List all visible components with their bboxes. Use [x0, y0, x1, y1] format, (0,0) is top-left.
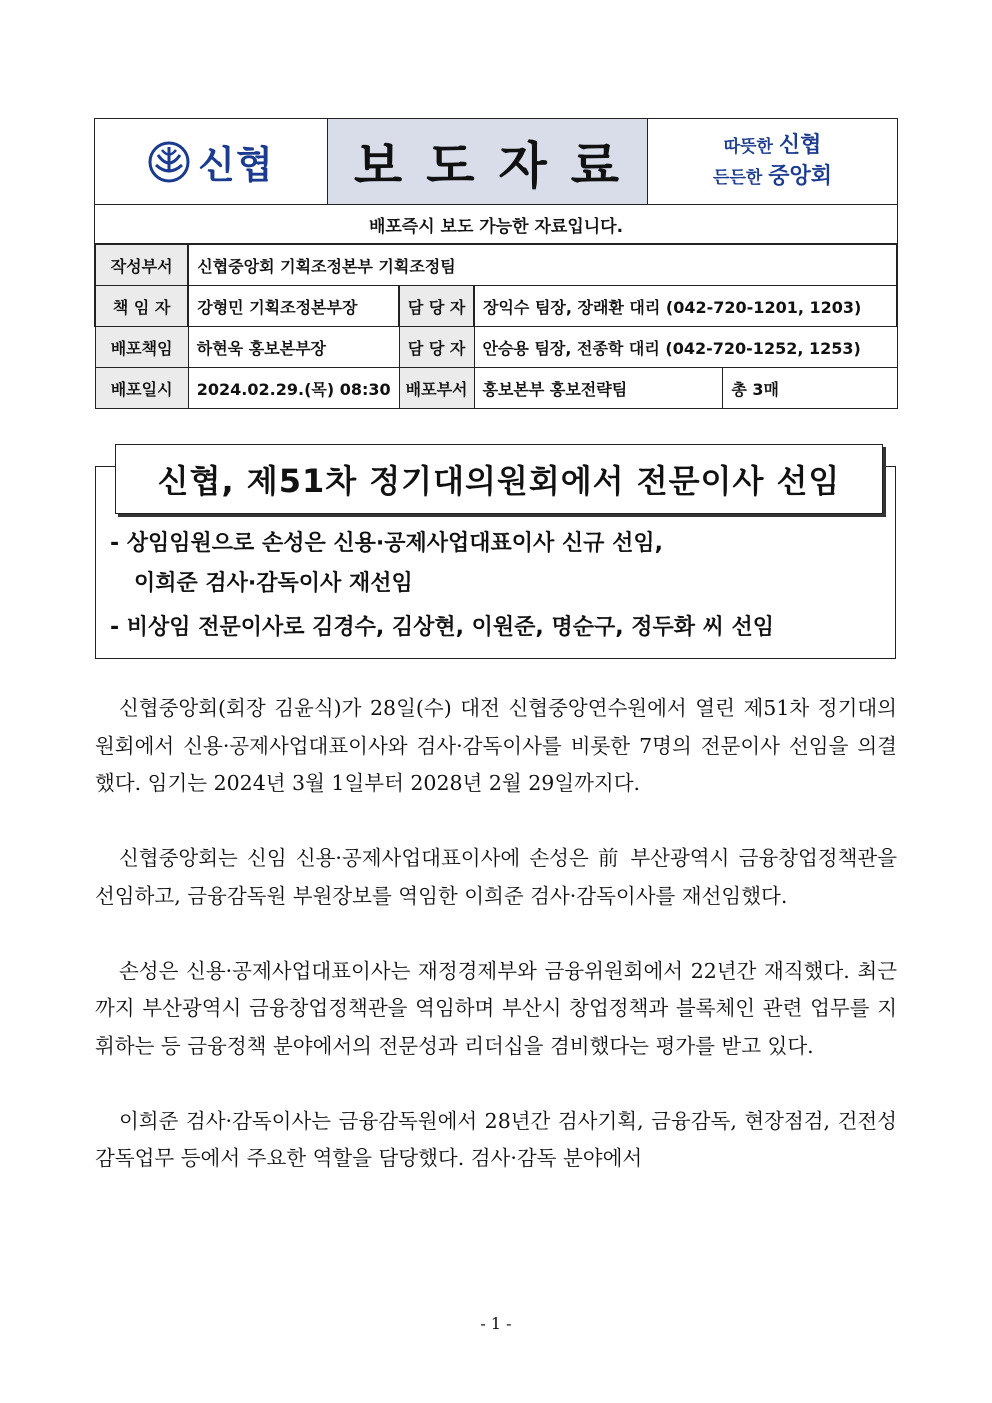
release-notice: 배포즉시 보도 가능한 자료입니다. — [94, 204, 898, 244]
page-number: - 1 - — [480, 1314, 512, 1333]
dist-dept-value: 홍보본부 홍보전략팀 — [474, 368, 723, 409]
dist-resp-label: 배포책임 — [95, 327, 188, 368]
release-info-table — [94, 244, 898, 409]
logo-area — [95, 119, 328, 204]
headline: 신협, 제51차 정기대의원회에서 전문이사 선임 — [115, 444, 883, 514]
resp-label: 책 임 자 — [95, 286, 188, 327]
paragraph-1: 신협중앙회(회장 김윤식)가 28일(수) 대전 신협중앙연수원에서 열린 제51차 정기대의원회에서 신용·공제사업대표이사와 검사·감독이사를 비롯한 7명의 전문이사 선임을 의결했다. 임기는 2024년 3월 1일부터 2028년 2월 29일까지다. — [95, 696, 897, 796]
dept-label: 작성부서 — [95, 245, 188, 286]
contact1-label: 담 당 자 — [399, 286, 474, 327]
date-label: 배포일시 — [95, 368, 188, 409]
resp-value: 강형민 기획조정본부장 — [188, 286, 399, 327]
table-row — [95, 245, 897, 286]
slogan-line-2 — [713, 162, 832, 193]
dept-value: 신협중앙회 기획조정본부 기획조정팀 — [188, 245, 897, 286]
slogan-line-2-big: 중앙회 — [768, 163, 832, 189]
subheadline-2: - 비상임 전문이사로 김경수, 김상현, 이원준, 명순구, 정두화 씨 선임 — [110, 615, 775, 640]
slogan-line-2-small: 든든한 — [713, 167, 763, 188]
subheadlines — [110, 524, 774, 648]
paragraph-4: 이희준 검사·감독이사는 금융감독원에서 28년간 검사기획, 금융감독, 현장점검, 건전성 감독업무 등에서 주요한 역할을 담당했다. 검사·감독 분야에서 — [95, 1108, 897, 1171]
contact2-label: 담 당 자 — [399, 327, 474, 368]
page-count: 총 3매 — [723, 368, 897, 409]
slogan-line-1-small: 따뜻한 — [723, 136, 773, 157]
subheadline-1-cont: 이희준 검사·감독이사 재선임 — [134, 571, 413, 596]
slogan-line-1 — [724, 131, 822, 162]
contact1-value: 장익수 팀장, 장래환 대리 (042-720-1201, 1203) — [474, 286, 897, 327]
table-row — [95, 327, 897, 368]
dist-dept-label: 배포부서 — [399, 368, 474, 409]
table-row — [95, 286, 897, 327]
press-release-header — [94, 118, 898, 204]
shinhyup-logo-icon — [148, 141, 190, 183]
document-type-title: 보도자료 — [328, 119, 648, 204]
paragraph-3: 손성은 신용·공제사업대표이사는 재정경제부와 금융위원회에서 22년간 재직했다. 최근까지 부산광역시 금융창업정책관을 역임하며 부산시 창업정책과 블록체인 관련 업무를 지휘하는 등 금융정책 분야에서의 전문성과 리더십을 겸비했다는 평가를 받고 있다. — [95, 958, 897, 1058]
paragraph-2: 신협중앙회는 신임 신용·공제사업대표이사에 손성은 前 부산광역시 금융창업정책관을 선임하고, 금융감독원 부원장보를 역임한 이희준 검사·감독이사를 재선임했다. — [95, 846, 897, 908]
slogan — [648, 119, 897, 204]
logo-text: 신협 — [198, 143, 274, 187]
slogan-line-1-big: 신협 — [778, 132, 822, 158]
article-body — [95, 690, 897, 1215]
date-value: 2024.02.29.(목) 08:30 — [188, 368, 399, 409]
subheadline-1: - 상임임원으로 손성은 신용·공제사업대표이사 신규 선임, — [110, 531, 663, 556]
contact2-value: 안승용 팀장, 전종학 대리 (042-720-1252, 1253) — [474, 327, 897, 368]
dist-resp-value: 하현욱 홍보본부장 — [188, 327, 399, 368]
table-row — [95, 368, 897, 409]
